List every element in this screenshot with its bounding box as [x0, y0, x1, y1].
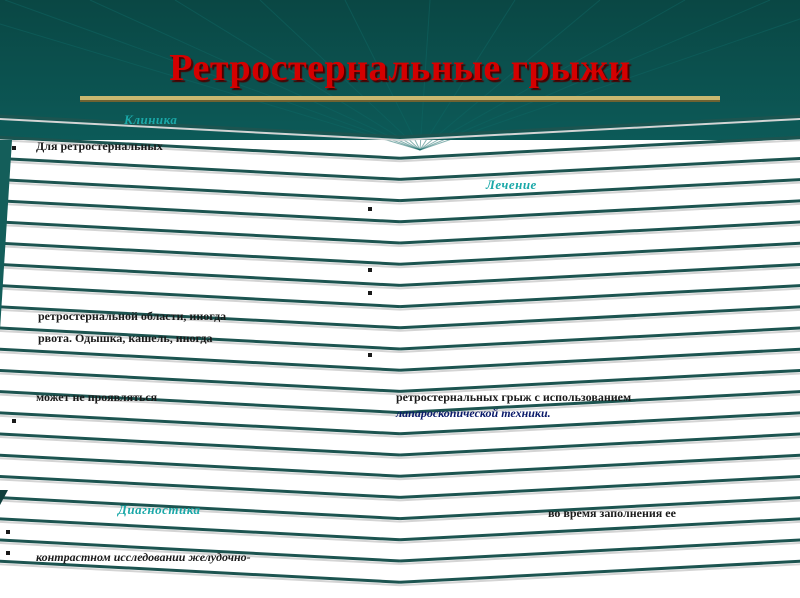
bullet-marker [6, 551, 10, 555]
stripe [400, 475, 800, 497]
clinic-text-line-4: может не проявляться [36, 390, 158, 404]
bullet-marker [6, 530, 10, 534]
stripe [0, 475, 400, 497]
stripe-shadow [400, 245, 800, 267]
stripe [400, 327, 800, 349]
stripe [0, 200, 400, 222]
stripe [400, 454, 800, 476]
bullet-marker [12, 146, 16, 150]
stripe-shadow [400, 288, 800, 310]
stripe [0, 263, 400, 285]
stripe [400, 221, 800, 243]
treatment-text-line-1: ретростернальных грыж с использованием [396, 390, 632, 404]
stripe [400, 263, 800, 285]
stripe-shadow [400, 521, 800, 543]
treatment-text-line-2: лапароскопической техники. [396, 406, 551, 420]
stripe-shadow [0, 266, 400, 288]
clinic-text-line-1: Для ретростернальных [36, 139, 163, 153]
stripe-shadow [400, 457, 800, 479]
stripe [400, 306, 800, 328]
stripe [400, 200, 800, 222]
stripe [0, 179, 400, 201]
stripe [0, 157, 400, 179]
stripe [0, 412, 400, 434]
stripe [400, 285, 800, 307]
stripe-shadow [400, 542, 800, 564]
stripe-shadow [400, 309, 800, 331]
stripe [0, 242, 400, 264]
stripe-shadow [400, 139, 800, 161]
bullet-marker [368, 268, 372, 272]
bullet-marker [368, 291, 372, 295]
heading-diagnostics: Диагностика [118, 502, 201, 517]
bullet-marker [368, 353, 372, 357]
stripe [400, 242, 800, 264]
stripe-shadow [0, 351, 400, 373]
heading-clinic: Клиника [124, 112, 178, 127]
stripe-shadow [0, 224, 400, 246]
stripe [400, 433, 800, 455]
stripe-shadow [400, 330, 800, 352]
clinic-text-line-2: ретростернальной области, иногда [38, 309, 227, 323]
stripe-shadow [400, 266, 800, 288]
slide-title: Ретростернальные грыжи [169, 47, 631, 89]
stripe [0, 369, 400, 391]
stripe [0, 221, 400, 243]
stripe [400, 157, 800, 179]
stripe-shadow [0, 521, 400, 543]
stripe-shadow [400, 224, 800, 246]
stripe [0, 285, 400, 307]
bullet-marker [12, 419, 16, 423]
stripe-shadow [400, 351, 800, 373]
diagnostics-text-line: контрастном исследовании желудочно- [36, 550, 251, 564]
heading-treatment: Лечение [486, 177, 537, 192]
stripe-shadow [0, 478, 400, 500]
stripe-shadow [0, 457, 400, 479]
stripe-shadow [0, 563, 400, 585]
stripe-shadow [400, 203, 800, 225]
stripe [400, 369, 800, 391]
stripe-shadow [0, 182, 400, 204]
clinic-text-line-3: рвота. Одышка, кашель, иногда [38, 331, 213, 345]
stripe-shadow [0, 288, 400, 310]
stripe [400, 560, 800, 582]
stripe-shadow [400, 160, 800, 182]
stripe [400, 348, 800, 370]
stripe-shadow [400, 478, 800, 500]
stripe-shadow [0, 160, 400, 182]
stripe-shadow [0, 203, 400, 225]
stripe-shadow [0, 245, 400, 267]
stripe [400, 518, 800, 540]
stripe [400, 179, 800, 201]
stripe-shadow [400, 182, 800, 204]
bullet-marker [368, 207, 372, 211]
stripe [400, 539, 800, 561]
stripe-shadow [0, 415, 400, 437]
stripe-shadow [400, 436, 800, 458]
stripe-shadow [400, 563, 800, 585]
left-wedge [0, 140, 12, 330]
title-underline [80, 96, 720, 100]
stripe [0, 348, 400, 370]
stripe-shadow [0, 436, 400, 458]
stripe [0, 518, 400, 540]
stripe [0, 433, 400, 455]
stripe [0, 454, 400, 476]
treatment-text-line-3: во время заполнения ее [548, 506, 676, 520]
